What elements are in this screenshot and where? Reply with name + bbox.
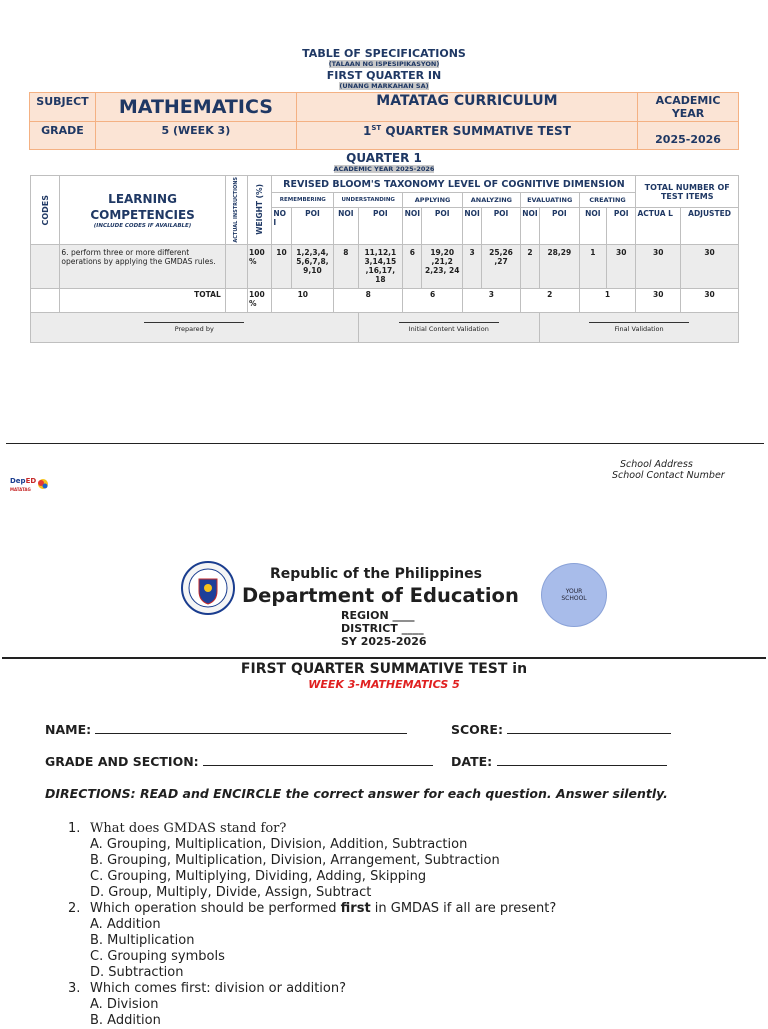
test-subtitle: WEEK 3-MATHEMATICS 5 <box>308 678 460 691</box>
deped-matatag-logo <box>10 474 58 494</box>
poi-remembering: 1,2,3,4, 5,6,7,8, 9,10 <box>291 244 334 288</box>
poi-creating: 30 <box>606 244 635 288</box>
deped-seal <box>181 561 235 615</box>
header-rule <box>2 657 766 659</box>
noi-creating: 1 <box>579 244 606 288</box>
academic-year-label: ACADEMIC YEAR <box>638 93 739 122</box>
test-title: 1ST QUARTER SUMMATIVE TEST <box>296 122 637 150</box>
noi-applying: 6 <box>403 244 422 288</box>
total-analyzing: 3 <box>463 288 521 312</box>
total-label: TOTAL <box>60 288 225 312</box>
grade-section-field[interactable]: GRADE AND SECTION: <box>45 754 433 769</box>
your-school-logo: YOUR SCHOOL <box>541 563 607 627</box>
code-cell <box>31 244 60 288</box>
codes-header: CODES <box>31 176 60 245</box>
subject-label: SUBJECT <box>30 93 96 122</box>
option-d[interactable]: D. Group, Multiply, Divide, Assign, Subtract <box>90 885 372 900</box>
poi-header: POI <box>606 208 635 244</box>
noi-header: NOI <box>463 208 482 244</box>
date-field[interactable]: DATE: <box>451 754 667 769</box>
competency-cell: 6. perform three or more different operations by applying the GMDAS rules. <box>60 244 225 288</box>
total-weight: 100 % <box>248 288 272 312</box>
svg-text:MATATAG: MATATAG <box>10 487 31 492</box>
option-a[interactable]: A. Addition <box>90 917 161 932</box>
quarter-year: ACADEMIC YEAR 2025-2026 <box>333 165 435 173</box>
poi-applying: 19,20 ,21,2 2,23, 24 <box>422 244 463 288</box>
option-c[interactable]: C. Grouping symbols <box>90 949 225 964</box>
level-understanding: UNDERSTANDING <box>334 193 403 208</box>
school-year: SY 2025-2026 <box>341 635 427 648</box>
question-text: What does GMDAS stand for? <box>90 821 287 836</box>
option-a[interactable]: A. Grouping, Multiplication, Division, Addition, Subtraction <box>90 837 468 852</box>
noi-header: NOI <box>403 208 422 244</box>
actual-instructions-cell <box>225 244 247 288</box>
noi-analyzing: 3 <box>463 244 482 288</box>
specification-table <box>30 175 739 343</box>
svg-text:DepED: DepED <box>10 477 37 485</box>
academic-year-value: 2025-2026 <box>638 122 739 150</box>
prepared-by: Prepared by <box>31 312 359 342</box>
question-text: Which operation should be performed first in GMDAS if all are present? <box>90 901 557 916</box>
total-adjusted: 30 <box>681 288 739 312</box>
total-evaluating: 2 <box>520 288 579 312</box>
level-creating: CREATING <box>579 193 636 208</box>
poi-header: POI <box>358 208 403 244</box>
level-analyzing: ANALYZING <box>463 193 521 208</box>
region-line: REGION ____ <box>341 609 415 622</box>
total-code-cell <box>31 288 60 312</box>
competency-row <box>31 244 739 288</box>
option-b[interactable]: B. Grouping, Multiplication, Division, Arrangement, Subtraction <box>90 853 500 868</box>
tos-quarter-title: FIRST QUARTER IN <box>326 69 442 82</box>
tos-title-tagalog: (TALAAN NG ISPESIPIKASYON) <box>328 60 440 68</box>
question-number: 1. <box>68 821 81 836</box>
total-creating: 1 <box>579 288 636 312</box>
option-b[interactable]: B. Addition <box>90 1013 161 1028</box>
level-evaluating: EVALUATING <box>520 193 579 208</box>
deped-heading: Department of Education <box>242 584 519 607</box>
name-field[interactable]: NAME: <box>45 722 407 737</box>
total-items-header: TOTAL NUMBER OF TEST ITEMS <box>636 176 739 208</box>
noi-understanding: 8 <box>334 244 358 288</box>
quarter-label: QUARTER 1 <box>346 151 422 165</box>
noi-header: NOI <box>520 208 539 244</box>
total-remembering: 10 <box>272 288 334 312</box>
poi-evaluating: 28,29 <box>540 244 580 288</box>
poi-understanding: 11,12,1 3,14,15 ,16,17, 18 <box>358 244 403 288</box>
weight-cell: 100 % <box>248 244 272 288</box>
competencies-header: LEARNING COMPETENCIES (INCLUDE CODES IF AVAILABLE) <box>60 176 225 245</box>
option-d[interactable]: D. Subtraction <box>90 965 184 980</box>
total-row <box>31 288 739 312</box>
weight-header: WEIGHT (%) <box>248 176 272 245</box>
tos-quarter-tagalog: (UNANG MARKAHAN SA) <box>339 82 429 90</box>
poi-header: POI <box>422 208 463 244</box>
initial-validation: Initial Content Validation <box>358 312 540 342</box>
noi-header: NO I <box>272 208 291 244</box>
noi-header: NOI <box>579 208 606 244</box>
district-line: DISTRICT ____ <box>341 622 424 635</box>
directions: DIRECTIONS: READ and ENCIRCLE the correct answer for each question. Answer silently. <box>45 786 668 801</box>
test-title: FIRST QUARTER SUMMATIVE TEST in <box>240 661 528 677</box>
total-applying: 6 <box>403 288 463 312</box>
subject-value: MATHEMATICS <box>95 93 296 122</box>
actual-header: ACTUA L <box>636 208 681 244</box>
school-contact: School Contact Number <box>612 470 725 481</box>
blooms-header: REVISED BLOOM'S TAXONOMY LEVEL OF COGNITIVE DIMENSION <box>272 176 636 193</box>
total-actual-instructions <box>225 288 247 312</box>
republic-heading: Republic of the Philippines <box>270 566 482 582</box>
adjusted-header: ADJUSTED <box>681 208 739 244</box>
actual-cell: 30 <box>636 244 681 288</box>
option-c[interactable]: C. Grouping, Multiplying, Dividing, Adding, Skipping <box>90 869 427 884</box>
noi-header: NOI <box>334 208 358 244</box>
question-number: 3. <box>68 981 81 996</box>
level-applying: APPLYING <box>403 193 463 208</box>
noi-remembering: 10 <box>272 244 291 288</box>
option-a[interactable]: A. Division <box>90 997 159 1012</box>
question-text: Which comes first: division or addition? <box>90 981 347 996</box>
question-number: 2. <box>68 901 81 916</box>
poi-header: POI <box>482 208 521 244</box>
actual-instructions-header: ACTUAL INSTRUCTIONS <box>225 176 247 245</box>
page-divider <box>6 443 764 444</box>
grade-label: GRADE <box>30 122 96 150</box>
poi-header: POI <box>291 208 334 244</box>
level-remembering: REMEMBERING <box>272 193 334 208</box>
poi-analyzing: 25,26 ,27 <box>482 244 521 288</box>
grade-value: 5 (WEEK 3) <box>95 122 296 150</box>
option-b[interactable]: B. Multiplication <box>90 933 195 948</box>
score-field[interactable]: SCORE: <box>451 722 671 737</box>
adjusted-cell: 30 <box>681 244 739 288</box>
total-understanding: 8 <box>334 288 403 312</box>
poi-header: POI <box>540 208 580 244</box>
school-address: School Address <box>620 459 693 470</box>
noi-evaluating: 2 <box>520 244 539 288</box>
curriculum: MATATAG CURRICULUM <box>296 93 637 122</box>
signature-row <box>31 312 739 342</box>
total-actual: 30 <box>636 288 681 312</box>
tos-header-table <box>29 92 739 150</box>
tos-title: TABLE OF SPECIFICATIONS <box>302 47 466 60</box>
final-validation: Final Validation <box>540 312 739 342</box>
